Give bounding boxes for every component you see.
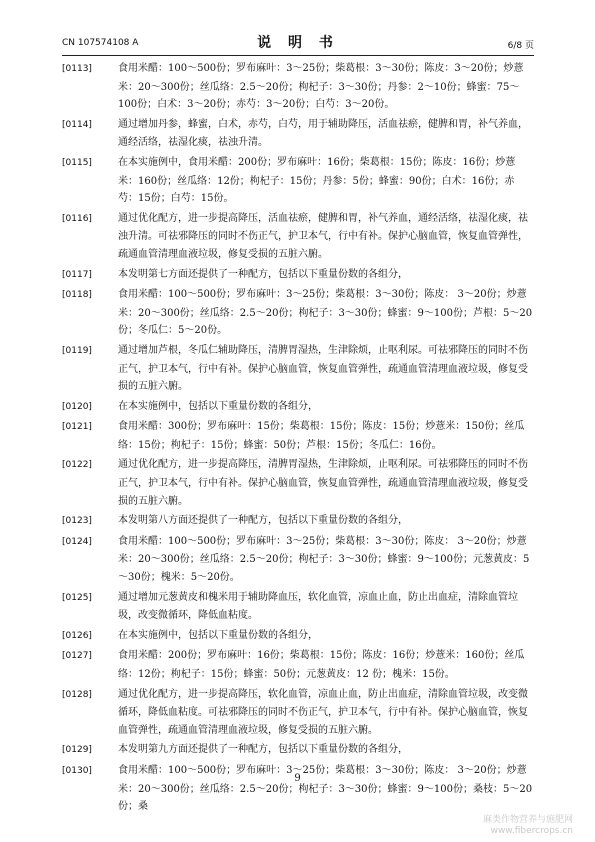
- paragraph-text: 食用米醋：200份；罗布麻叶：16份；柴葛根：15份；陈皮：16份；炒薏米：160份；丝瓜络：12份；枸杞子：15份；蜂蜜：50份；元葱黄皮：12 份；槐米：15份。: [118, 650, 525, 680]
- paragraph-number: [0127]: [62, 651, 92, 662]
- paragraph-0130: [62, 762, 534, 816]
- paragraph-text: 本发明第九方面还提供了一种配方，包括以下重量份数的各组分，: [118, 744, 408, 756]
- paragraph-number: [0122]: [62, 460, 92, 471]
- paragraph-text: 食用米醋：100～500份；罗布麻叶：3～25份；柴葛根：3～30份；陈皮： 3～20份；炒薏米：20～300份；丝瓜络：2.5～20份；枸杞子：3～30份；蜂蜜：9～100份；芦根：5～20份；冬瓜仁：5～20份。: [118, 289, 533, 337]
- watermark-line2: www.fibercrops.cn: [490, 826, 573, 836]
- paragraph-0122: [62, 456, 534, 510]
- paragraph-text: 食用米醋：100～500份；罗布麻叶：3～25份；柴葛根：3～30份；陈皮：3～20份；炒薏米：20～300份；丝瓜络：2.5～20份；枸杞子：3～30份；丹参：2～10份；蜂蜜：75～100份；白术：3～20份；赤芍：3～20份；白芍：3～20份。: [118, 63, 524, 111]
- paragraph-0127: [62, 647, 534, 683]
- paragraph-number: [0130]: [62, 765, 92, 776]
- paragraph-0120: [62, 398, 534, 417]
- paragraph-text: 在本实施例中，食用米醋：200份；罗布麻叶：16份；柴葛根：15份；陈皮：16份；炒薏米：160份；丝瓜络：12份；枸杞子：15份；丹参：5份；蜂蜜：90份；白术：16份；赤芍：15份；白芍：15份。: [118, 156, 516, 205]
- header-rule: [62, 55, 534, 56]
- paragraph-number: [0116]: [62, 213, 92, 224]
- paragraph-0113: [62, 60, 534, 114]
- paragraph-number: [0120]: [62, 401, 92, 412]
- page-header: [62, 30, 534, 50]
- paragraph-number: [0129]: [62, 745, 92, 756]
- paragraph-number: [0124]: [62, 536, 92, 547]
- paragraph-number: [0117]: [62, 269, 92, 280]
- paragraph-0121: [62, 418, 534, 454]
- paragraph-text: 通过增加丹参，蜂蜜，白术，赤芍，白芍，用于辅助降压，活血祛瘀，健脾和胃，补气养血，通经活络，祛湿化痰，祛浊升清。: [118, 118, 528, 149]
- publication-number: CN 107574108 A: [62, 38, 139, 48]
- page-counter: 6/8 页: [507, 41, 534, 51]
- watermark-line1: 麻类作物营养与施肥网: [482, 815, 573, 825]
- paragraph-0119: [62, 342, 534, 396]
- paragraph-0118: [62, 286, 534, 340]
- paragraph-0126: [62, 627, 534, 646]
- paragraph-number: [0119]: [62, 345, 92, 356]
- paragraph-text: 本发明第七方面还提供了一种配方，包括以下重量份数的各组分，: [118, 268, 408, 280]
- paragraph-text: 通过增加元葱黄皮和槐米用于辅助降血压，软化血管，凉血止血，防止出血症，清除血管垃圾，改变微循环，降低血粘度。: [118, 591, 518, 622]
- watermark: [483, 815, 573, 837]
- paragraph-text: 在本实施例中，包括以下重量份数的各组分，: [118, 629, 318, 641]
- paragraph-number: [0114]: [62, 119, 92, 130]
- paragraph-number: [0115]: [62, 157, 92, 168]
- paragraph-text: 食用米醋：100～500份；罗布麻叶：3～25份；柴葛根：3～30份；陈皮： 3～20份；炒薏米：20～300份；丝瓜络：2.5～20份；枸杞子：3～30份；蜂蜜：9～100份；桑枝：5～20份；桑: [118, 764, 533, 813]
- paragraph-text: 通过优化配方，进一步提高降压，清脾胃湿热，生津除烦，止呕利尿。可祛邪降压的同时不伤正气，护卫本气，行中有补。保护心脑血管，恢复血管弹性，疏通血管清理血液垃圾，修复受损的五脏六腑。: [118, 459, 528, 507]
- paragraph-text: 通过优化配方，进一步提高降压，软化血管，凉血止血，防止出血症，清除血管垃圾，改变微循环，降低血粘度。可祛邪降压的同时不伤正气，护卫本气，行中有补。保护心脑血管，恢复血管弹性，疏通血管清理血液垃圾，修复受损的五脏六腑。: [118, 688, 528, 736]
- paragraph-number: [0126]: [62, 630, 92, 641]
- paragraph-0115: [62, 154, 534, 208]
- paragraph-number: [0123]: [62, 516, 92, 527]
- paragraph-text: 在本实施例中，包括以下重量份数的各组分，: [118, 400, 318, 412]
- paragraph-0117: [62, 266, 534, 285]
- paragraph-text: 本发明第八方面还提供了一种配方，包括以下重量份数的各组分，: [118, 515, 408, 527]
- paragraph-0116: [62, 210, 534, 264]
- paragraph-number: [0128]: [62, 689, 92, 700]
- paragraph-text: 食用米醋：100～500份；罗布麻叶：3～25份；柴葛根：3～30份；陈皮： 3～20份；炒薏米：20～300份；丝瓜络：2.5～20份；枸杞子：3～30份；蜂蜜：9～100份；元葱黄皮：5～30份；槐米：5～20份。: [118, 535, 530, 584]
- paragraph-0123: [62, 512, 534, 531]
- paragraph-text: 通过增加芦根，冬瓜仁辅助降压，清脾胃湿热，生津除烦，止呕利尿。可祛邪降压的同时不伤正气，护卫本气，行中有补。保护心脑血管，恢复血管弹性，疏通血管清理血液垃圾，修复受损的五脏六腑。: [118, 344, 528, 393]
- paragraph-number: [0113]: [62, 64, 92, 74]
- paragraph-0114: [62, 116, 534, 152]
- paragraph-number: [0121]: [62, 422, 92, 433]
- paragraph-0125: [62, 589, 534, 625]
- paragraph-text: 通过优化配方，进一步提高降压，活血祛瘀，健脾和胃，补气养血，通经活络，祛湿化痰，祛浊升清。可祛邪降压的同时不伤正气，护卫本气，行中有补。保护心脑血管，恢复血管弹性，疏通血管清理血液垃圾，修复受损的五脏六腑。: [118, 212, 528, 260]
- document-title: 说 明 书: [257, 35, 339, 51]
- paragraph-text: 食用米醋：300份；罗布麻叶：15份；柴葛根：15份；陈皮：15份；炒薏米：150份；丝瓜络：15份；枸杞子：15份；蜂蜜：50份；芦根：15份；冬瓜仁：16份。: [118, 421, 525, 451]
- paragraph-0129: [62, 741, 534, 760]
- paragraph-number: [0125]: [62, 592, 92, 603]
- document-body: [62, 60, 534, 816]
- paragraph-0124: [62, 533, 534, 587]
- page-number: 9: [294, 773, 301, 784]
- paragraph-0128: [62, 686, 534, 740]
- paragraph-number: [0118]: [62, 290, 92, 301]
